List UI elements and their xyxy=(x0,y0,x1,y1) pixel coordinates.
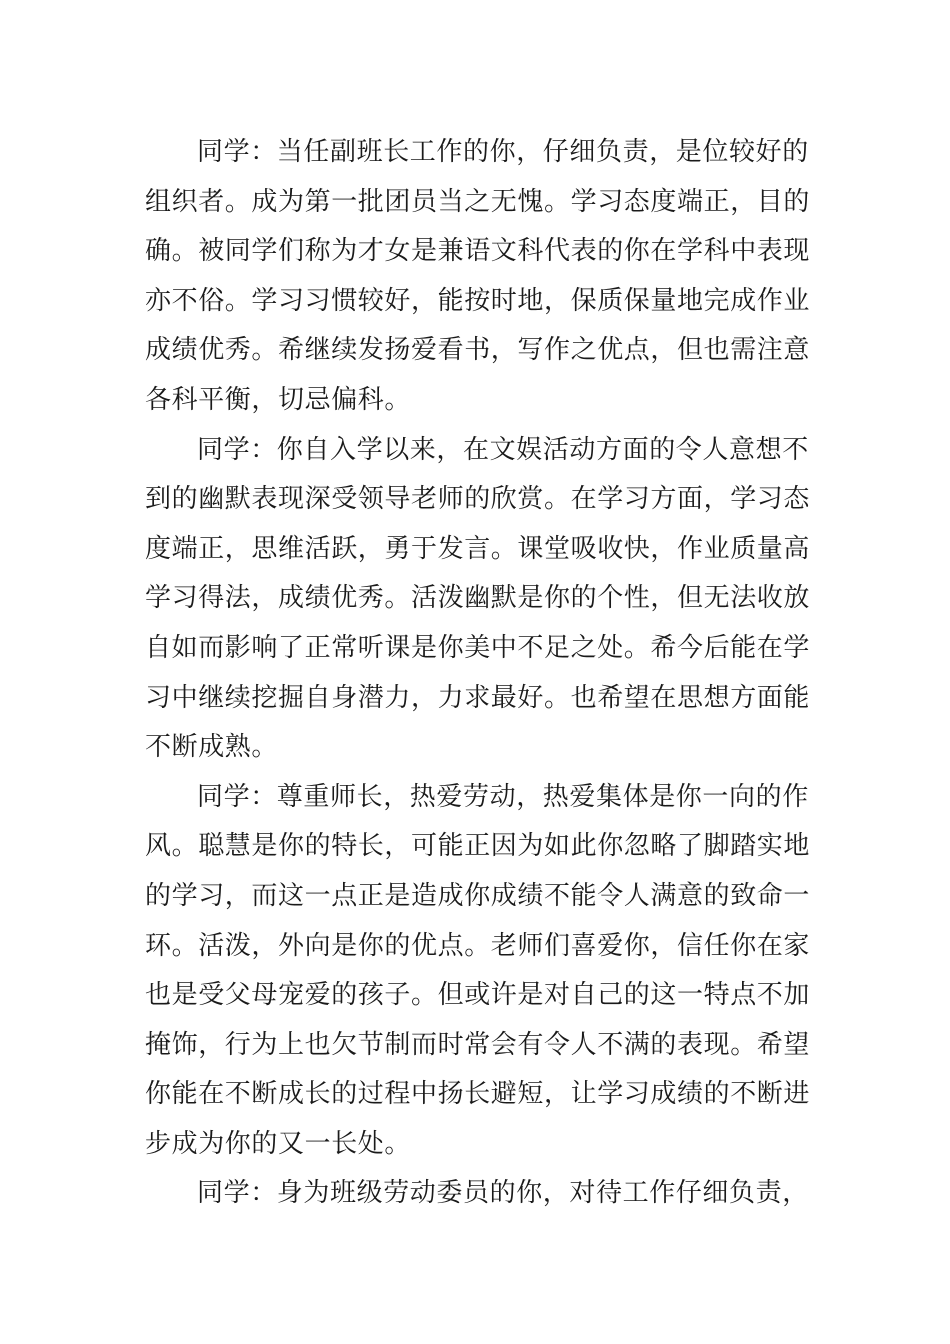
text-line: 环。活泼，外向是你的优点。老师们喜爱你，信任你在家 xyxy=(145,930,811,961)
text-line: 成绩优秀。希继续发扬爱看书，写作之优点，但也需注意 xyxy=(145,335,811,366)
text-line: 确。被同学们称为才女是兼语文科代表的你在学科中表现 xyxy=(145,236,811,267)
text-line: 步成为你的又一长处。 xyxy=(145,1128,412,1159)
paragraph-4 xyxy=(145,1169,810,1219)
text-line: 自如而影响了正常听课是你美中不足之处。希今后能在学 xyxy=(145,632,811,663)
paragraph-2 xyxy=(145,426,810,773)
text-line: 也是受父母宠爱的孩子。但或许是对自己的这一特点不加 xyxy=(145,980,811,1011)
text-line: 度端正，思维活跃，勇于发言。课堂吸收快，作业质量高 xyxy=(145,533,811,564)
text-line: 习中继续挖掘自身潜力，力求最好。也希望在思想方面能 xyxy=(145,682,811,713)
text-line: 同学：尊重师长，热爱劳动，热爱集体是你一向的作 xyxy=(197,781,809,812)
text-line: 学习得法，成绩优秀。活泼幽默是你的个性，但无法收放 xyxy=(145,583,811,614)
text-line: 亦不俗。学习习惯较好，能按时地，保质保量地完成作业 xyxy=(145,285,811,316)
text-line: 同学：当任副班长工作的你，仔细负责，是位较好的 xyxy=(197,137,809,167)
text-line: 组织者。成为第一批团员当之无愧。学习态度端正，目的 xyxy=(145,186,811,217)
text-line: 同学：身为班级劳动委员的你，对待工作仔细负责， xyxy=(197,1178,809,1209)
text-line: 不断成熟。 xyxy=(145,732,279,763)
text-line: 掩饰，行为上也欠节制而时常会有令人不满的表现。希望 xyxy=(145,1029,811,1060)
text-line: 各科平衡，切忌偏科。 xyxy=(145,384,412,415)
text-line: 的学习，而这一点正是造成你成绩不能令人满意的致命一 xyxy=(145,880,811,911)
paragraph-3 xyxy=(145,773,810,1170)
paragraph-1 xyxy=(145,128,810,426)
text-line: 同学：你自入学以来，在文娱活动方面的令人意想不 xyxy=(197,434,809,465)
text-line: 你能在不断成长的过程中扬长避短，让学习成绩的不断进 xyxy=(145,1079,811,1110)
document-body xyxy=(145,128,810,1219)
text-line: 到的幽默表现深受领导老师的欣赏。在学习方面，学习态 xyxy=(145,484,811,515)
text-line: 风。聪慧是你的特长，可能正因为如此你忽略了脚踏实地 xyxy=(145,831,811,862)
